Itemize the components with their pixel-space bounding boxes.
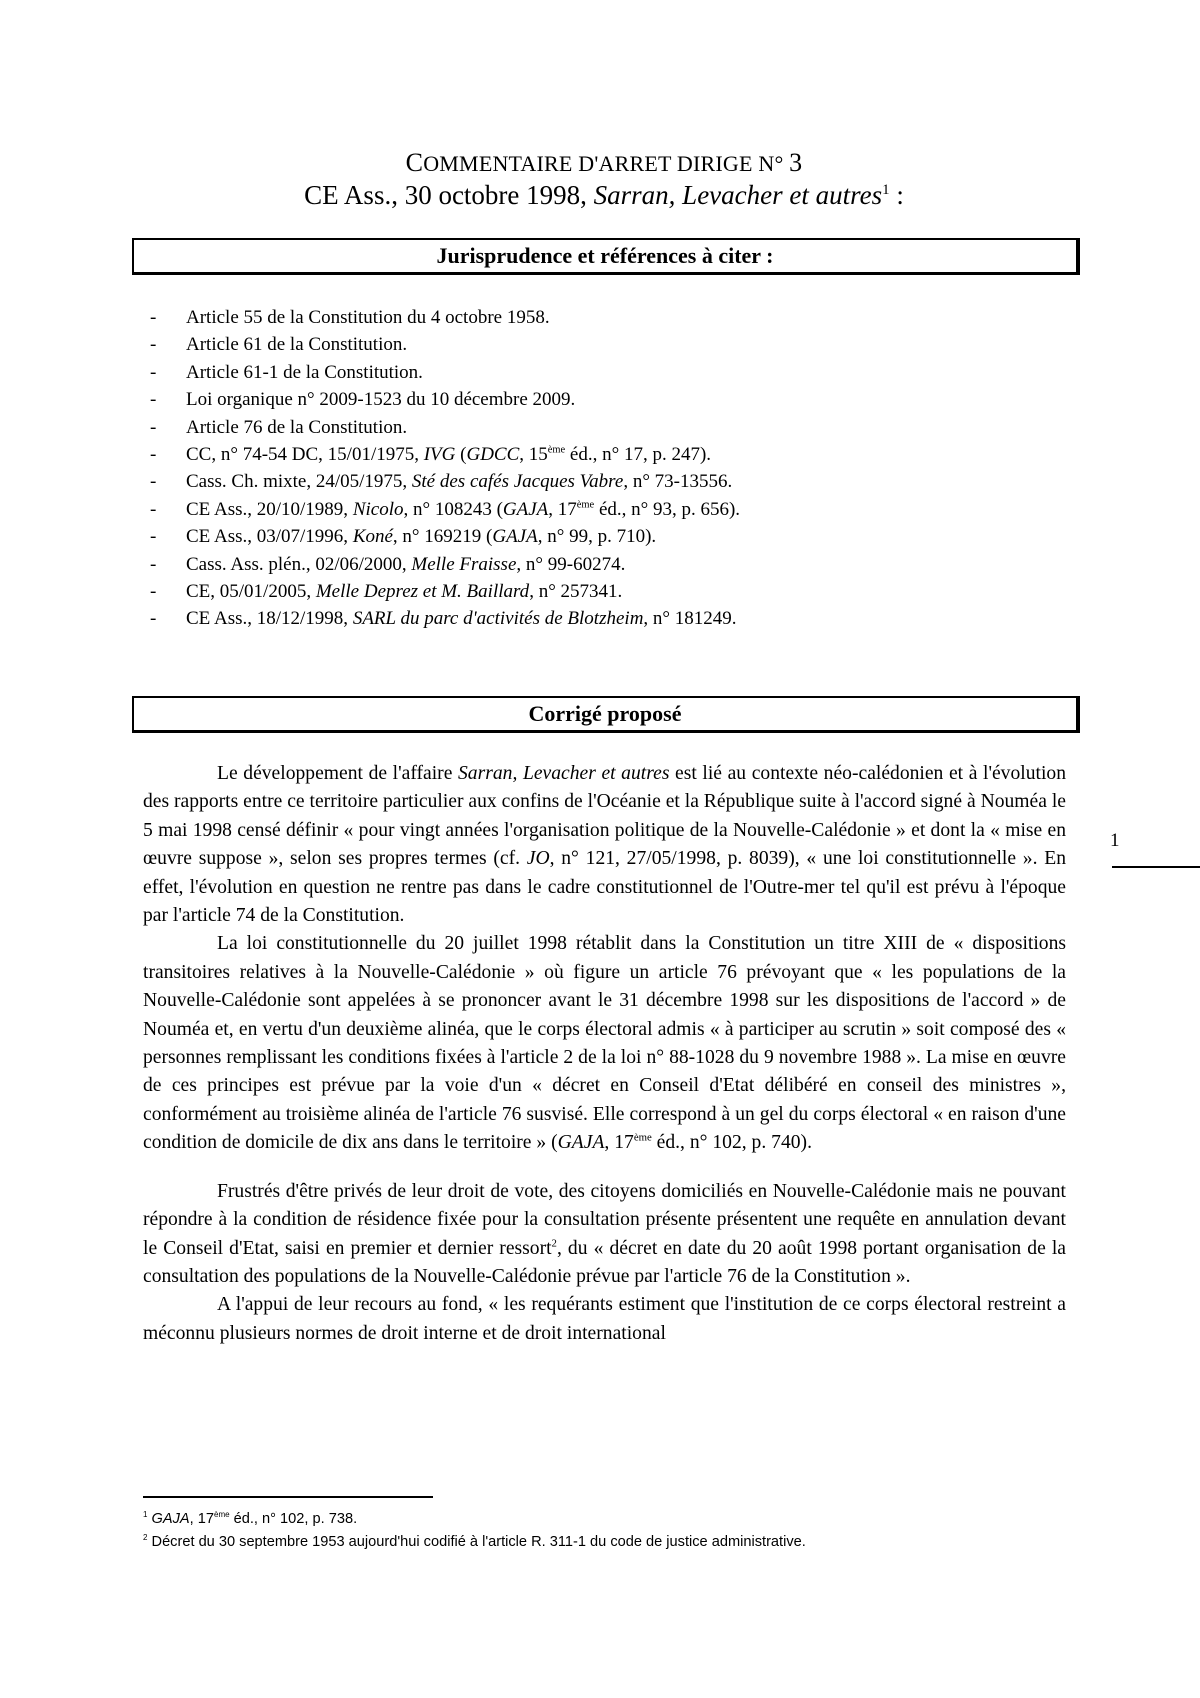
reference-text: , n° 99, p. 710). <box>537 526 657 548</box>
footnotes <box>143 1508 1063 1554</box>
list-dash: - <box>150 553 157 575</box>
list-dash: - <box>150 307 157 328</box>
reference-text: Loi organique n° 2009-1523 du 10 décembre 2009. <box>186 389 576 411</box>
reference-text: , 15 <box>519 444 548 466</box>
reference-text: , n° 99-60274. <box>516 553 626 575</box>
title-number: 3 <box>789 148 803 177</box>
section-heading-references: Jurisprudence et références à citer : <box>132 238 1080 275</box>
reference-text: CE Ass., 20/10/1989, <box>186 498 353 520</box>
reference-text: , 17 <box>548 498 577 520</box>
list-item <box>150 331 1070 358</box>
source-name: GAJA <box>557 1132 605 1154</box>
paragraph-text: La loi constitutionnelle du 20 juillet 1998 rétablit dans la Constitution un titre XIII de « dispositions transitoires relatives à la Nouvelle-Calédonie » où figure un article 76 prévoyant que « les populations de la Nouvelle-Calédonie sont appelées à se prononcer avant le 31 décembre 1998 sur les dispositions de l'accord » de Nouméa et, en vertu d'un deuxième alinéa, que le corps électoral admis « à participer au scrutin » soit composé des « personnes remplissant les conditions fixées à l'article 2 de la loi n° 88-1028 du 9 novembre 1988 ». La mise en œuvre de ces principes est prévue par la voie d'un « décret en Conseil d'Etat délibéré en conseil des ministres », conformément au troisième alinéa de l'article 76 susvisé. Elle correspond à un gel du corps électoral « en raison d'une condition de domicile de dix ans dans le territoire » ( <box>143 933 1066 1154</box>
reference-source: GDCC <box>466 444 520 466</box>
title-degree: ° <box>774 151 790 176</box>
paragraph-text: , 17 <box>604 1132 634 1154</box>
paragraph <box>143 760 1066 930</box>
reference-list <box>150 304 1070 633</box>
list-dash: - <box>150 444 157 466</box>
reference-text: , n° 257341. <box>529 581 623 603</box>
footnote-number: 1 <box>143 1510 148 1520</box>
reference-text: ( <box>455 444 467 466</box>
document-title <box>130 148 1078 178</box>
case-name: Sarran, Levacher et autres <box>458 763 670 784</box>
document-subtitle <box>130 180 1078 211</box>
reference-text: Cass. Ass. plén., 02/06/2000, <box>186 553 412 575</box>
footnote-number: 2 <box>143 1533 148 1543</box>
ordinal-sup: ème <box>547 444 566 456</box>
reference-text: Article 76 de la Constitution. <box>186 416 408 438</box>
reference-text: CE, 05/01/2005, <box>186 581 316 603</box>
reference-text: CE Ass., 18/12/1998, <box>186 608 353 630</box>
list-dash: - <box>150 526 157 548</box>
reference-case-name: IVG <box>423 444 456 466</box>
footnote-source: GAJA <box>151 1511 190 1527</box>
list-item <box>150 441 1070 468</box>
reference-case-name: SARL du parc d'activités de Blotzheim <box>352 608 644 630</box>
paragraph <box>143 1178 1066 1292</box>
paragraph-text: est lié au contexte néo-calédonien et à l'évolution des rapports entre ce territoire particulier aux confins de l'Océanie et la République suite à l'accord signé à Nouméa le 5 mai 1998 censé définir « pour vingt années l'organisation politique de la Nouvelle-Calédonie » et dont la « mise en œuvre suppose », selon ses propres termes (cf. <box>143 763 1066 870</box>
margin-page-number: 1 <box>1110 830 1120 851</box>
subtitle-colon: : <box>889 180 904 210</box>
list-item <box>150 605 1070 632</box>
list-dash: - <box>150 608 157 630</box>
list-dash: - <box>150 416 157 438</box>
reference-text: , n° 108243 ( <box>403 498 503 520</box>
reference-case-name: Sté des cafés Jacques Vabre <box>411 471 624 493</box>
section-heading-corrige: Corrigé proposé <box>132 696 1080 733</box>
title-initial: C <box>405 148 424 177</box>
source-name: JO <box>526 848 550 870</box>
reference-text: Article 61 de la Constitution. <box>186 334 408 356</box>
paragraph-text: Le développement de l'affaire <box>217 763 458 784</box>
reference-case-name: Nicolo <box>352 498 404 520</box>
body-text <box>143 760 1066 1348</box>
paragraph-text: , du « décret en date du 20 août 1998 portant organisation de la consultation des populations de la Nouvelle-Calédonie prévue par l'article 76 de la Constitution ». <box>143 1237 1066 1287</box>
footnote-1 <box>143 1508 1063 1531</box>
footnote-separator <box>143 1496 433 1498</box>
reference-text: éd., n° 93, p. 656). <box>594 498 741 520</box>
paragraph <box>143 1291 1066 1348</box>
list-dash: - <box>150 581 157 603</box>
paragraph-text: Frustrés d'être privés de leur droit de vote, des citoyens domiciliés en Nouvelle-Calédonie mais ne pouvant répondre à la condition de résidence fixée pour la consultation présente présentent une requête en annulation devant le Conseil d'Etat, saisi en premier et dernier ressort <box>143 1180 1066 1259</box>
reference-text: éd., n° 17, p. 247). <box>565 444 712 466</box>
reference-text: CE Ass., 03/07/1996, <box>186 526 353 548</box>
footnote-text: éd., n° 102, p. 738. <box>229 1511 358 1527</box>
reference-text: , n° 181249. <box>643 608 737 630</box>
list-item <box>150 551 1070 578</box>
list-dash: - <box>150 471 157 493</box>
list-item <box>150 359 1070 386</box>
list-item <box>150 468 1070 495</box>
list-item <box>150 523 1070 550</box>
reference-case-name: Koné <box>352 526 393 548</box>
ordinal-sup: ème <box>214 1510 230 1520</box>
reference-case-name: Melle Deprez et M. Baillard <box>315 581 530 603</box>
footnote-2 <box>143 1531 1063 1554</box>
paragraph-text: A l'appui de leur recours au fond, « les requérants estiment que l'institution de ce corps électoral restreint a méconnu plusieurs normes de droit interne et de droit international <box>143 1294 1066 1344</box>
paragraph-text: , n° 121, 27/05/1998, p. 8039), « une loi constitutionnelle ». En effet, l'évolution en question ne rentre pas dans le cadre constitutionnel de l'Outre-mer tel qu'il est prévu à l'époque par l'article 74 de la Constitution. <box>143 848 1066 927</box>
list-item <box>150 414 1070 441</box>
subtitle-court: CE Ass., 30 octobre 1998, <box>304 180 594 210</box>
list-item <box>150 496 1070 523</box>
footnote-text: , 17 <box>189 1511 214 1527</box>
footnote-ref-2[interactable]: 2 <box>551 1236 557 1249</box>
paragraph-text: éd., n° 102, p. 740). <box>651 1132 812 1154</box>
list-item <box>150 304 1070 331</box>
reference-text: CC, n° 74-54 DC, 15/01/1975, <box>186 444 424 466</box>
list-dash: - <box>150 389 157 411</box>
paragraph <box>143 930 1066 1157</box>
footnote-ref-1[interactable]: 1 <box>882 182 890 198</box>
reference-text: Article 55 de la Constitution du 4 octobre 1958. <box>186 307 550 328</box>
list-dash: - <box>150 334 157 356</box>
subtitle-case-name: Sarran, Levacher et autres <box>593 180 883 210</box>
list-item <box>150 578 1070 605</box>
reference-source: GAJA <box>502 498 549 520</box>
reference-text: Cass. Ch. mixte, 24/05/1975, <box>186 471 412 493</box>
margin-rule <box>1112 866 1200 868</box>
list-item <box>150 386 1070 413</box>
reference-text: , n° 73-13556. <box>623 471 733 493</box>
list-dash: - <box>150 498 157 520</box>
reference-case-name: Melle Fraisse <box>411 553 517 575</box>
title-text: OMMENTAIRE D'ARRET DIRIGE N <box>423 151 775 176</box>
ordinal-sup: ème <box>576 499 595 511</box>
ordinal-sup: ème <box>633 1131 652 1144</box>
reference-text: , n° 169219 ( <box>392 526 493 548</box>
footnote-text: Décret du 30 septembre 1953 aujourd'hui codifié à l'article R. 311-1 du code de justice administrative. <box>151 1534 806 1550</box>
reference-source: GAJA <box>492 526 538 548</box>
reference-text: Article 61-1 de la Constitution. <box>186 361 423 383</box>
list-dash: - <box>150 361 157 383</box>
